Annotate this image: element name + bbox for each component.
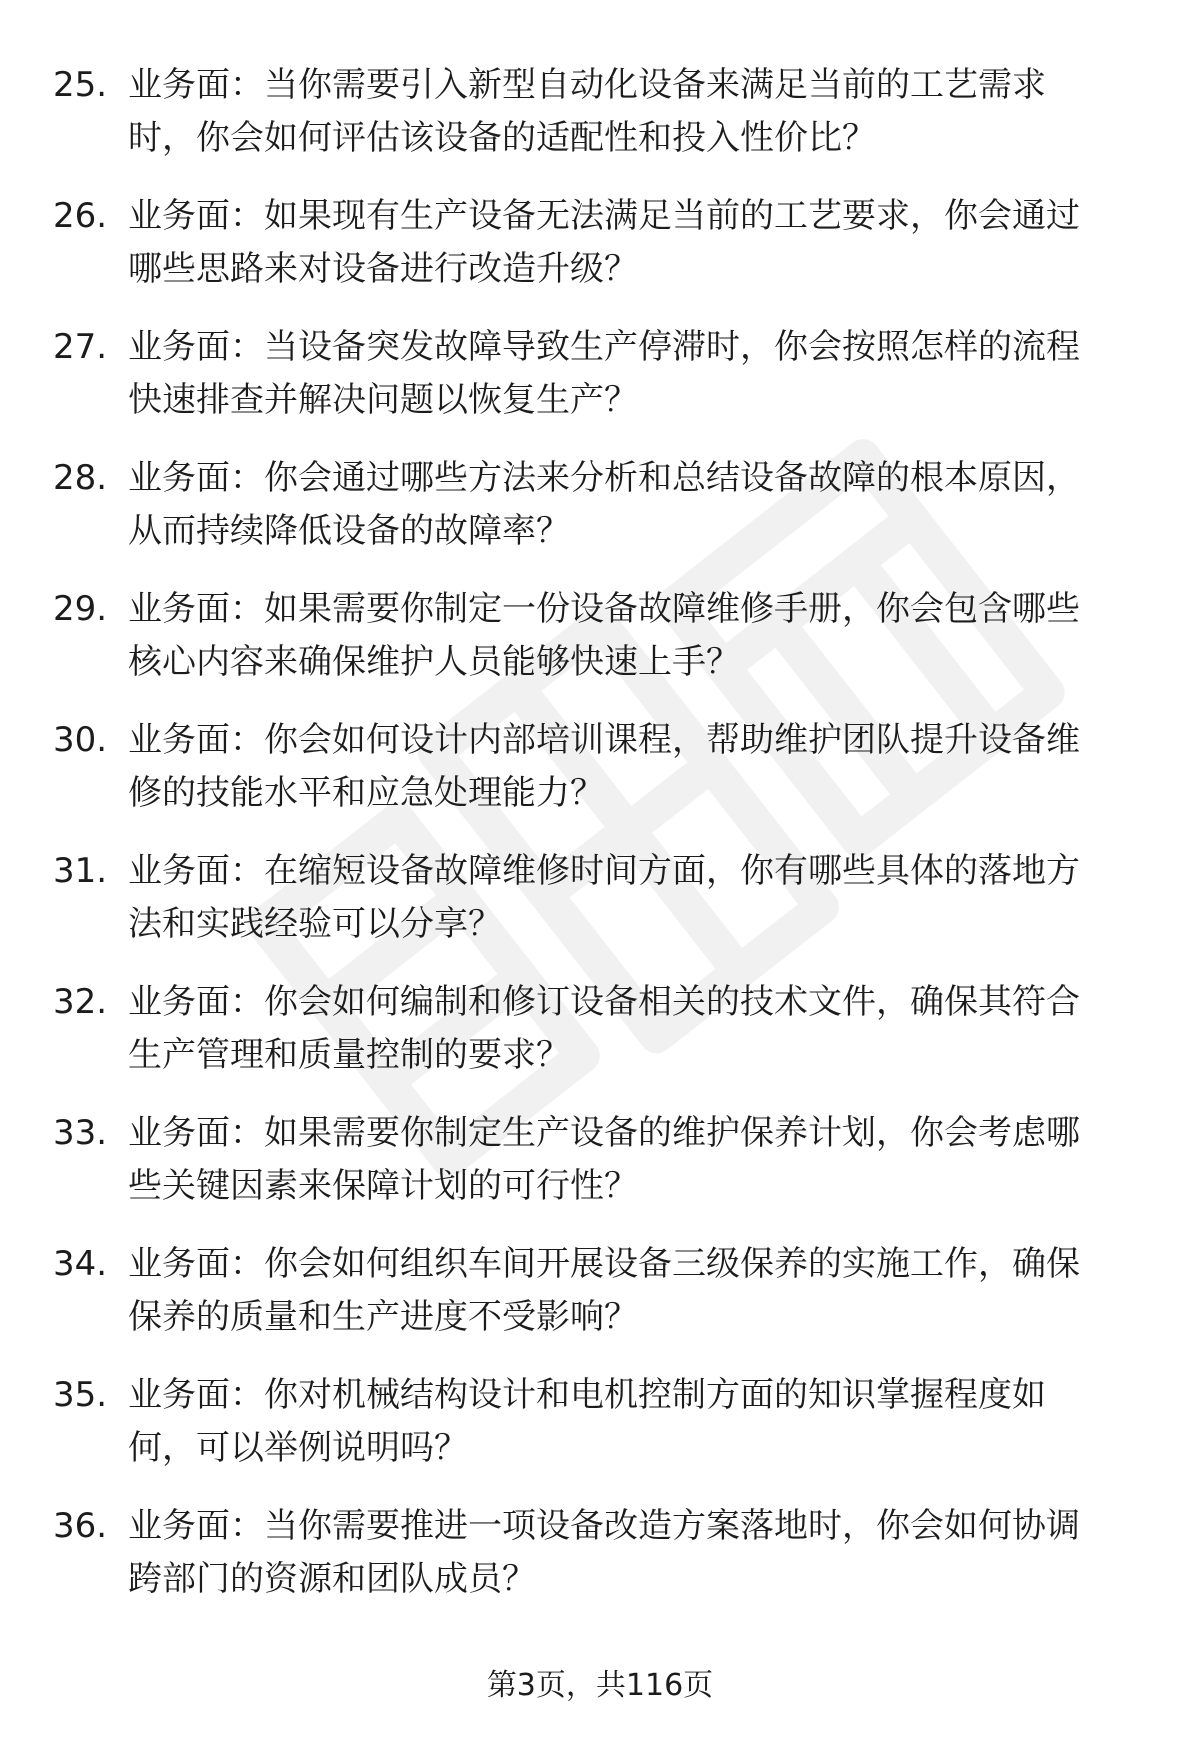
question-text: [128, 1238, 1148, 1344]
question-line: 保养的质量和生产进度不受影响？: [128, 1297, 638, 1337]
question-line: 业务面：当你需要推进一项设备改造方案落地时，你会如何协调: [128, 1506, 1080, 1546]
question-item: [0, 1369, 1200, 1500]
question-list: [0, 59, 1200, 1631]
question-line: 从而持续降低设备的故障率？: [128, 511, 570, 551]
question-text: [128, 714, 1148, 820]
question-line: 业务面：如果需要你制定一份设备故障维修手册，你会包含哪些: [128, 589, 1080, 629]
question-item: [0, 1500, 1200, 1631]
question-line: 业务面：当设备突发故障导致生产停滞时，你会按照怎样的流程: [128, 327, 1080, 367]
question-number: 25.: [53, 65, 108, 105]
question-number: 30.: [53, 720, 108, 760]
question-line: 业务面：你对机械结构设计和电机控制方面的知识掌握程度如: [128, 1375, 1046, 1415]
question-line: 业务面：当你需要引入新型自动化设备来满足当前的工艺需求: [128, 65, 1046, 105]
question-line: 快速排查并解决问题以恢复生产？: [128, 380, 638, 420]
question-number: 36.: [53, 1506, 108, 1546]
question-item: [0, 452, 1200, 583]
question-line: 时，你会如何评估该设备的适配性和投入性价比？: [128, 118, 876, 158]
question-line: 业务面：如果现有生产设备无法满足当前的工艺要求，你会通过: [128, 196, 1080, 236]
question-item: [0, 321, 1200, 452]
question-text: [128, 1369, 1148, 1475]
question-line: 何，可以举例说明吗？: [128, 1428, 468, 1468]
question-number: 35.: [53, 1375, 108, 1415]
question-item: [0, 583, 1200, 714]
page-footer: [0, 1666, 1200, 1706]
question-text: [128, 452, 1148, 558]
question-item: [0, 190, 1200, 321]
question-line: 些关键因素来保障计划的可行性？: [128, 1166, 638, 1206]
question-line: 业务面：你会如何编制和修订设备相关的技术文件，确保其符合: [128, 982, 1080, 1022]
question-line: 哪些思路来对设备进行改造升级？: [128, 249, 638, 289]
question-item: [0, 845, 1200, 976]
question-text: [128, 1107, 1148, 1213]
question-item: [0, 976, 1200, 1107]
question-line: 法和实践经验可以分享？: [128, 904, 502, 944]
question-number: 34.: [53, 1244, 108, 1284]
question-line: 生产管理和质量控制的要求？: [128, 1035, 570, 1075]
question-text: [128, 1500, 1148, 1606]
question-line: 核心内容来确保维护人员能够快速上手？: [128, 642, 740, 682]
question-line: 业务面：如果需要你制定生产设备的维护保养计划，你会考虑哪: [128, 1113, 1080, 1153]
question-item: [0, 714, 1200, 845]
question-line: 修的技能水平和应急处理能力？: [128, 773, 604, 813]
question-text: [128, 976, 1148, 1082]
question-number: 27.: [53, 327, 108, 367]
question-text: [128, 190, 1148, 296]
question-line: 业务面：你会如何组织车间开展设备三级保养的实施工作，确保: [128, 1244, 1080, 1284]
question-line: 业务面：在缩短设备故障维修时间方面，你有哪些具体的落地方: [128, 851, 1080, 891]
question-number: 28.: [53, 458, 108, 498]
page-number-label: 第3页，共116页: [486, 1668, 714, 1703]
question-number: 33.: [53, 1113, 108, 1153]
question-item: [0, 1238, 1200, 1369]
question-text: [128, 321, 1148, 427]
question-number: 31.: [53, 851, 108, 891]
question-item: [0, 59, 1200, 190]
question-text: [128, 583, 1148, 689]
question-text: [128, 59, 1148, 165]
question-line: 跨部门的资源和团队成员？: [128, 1559, 536, 1599]
question-line: 业务面：你会通过哪些方法来分析和总结设备故障的根本原因，: [128, 458, 1080, 498]
question-item: [0, 1107, 1200, 1238]
question-number: 32.: [53, 982, 108, 1022]
question-number: 29.: [53, 589, 108, 629]
question-number: 26.: [53, 196, 108, 236]
question-line: 业务面：你会如何设计内部培训课程，帮助维护团队提升设备维: [128, 720, 1080, 760]
question-text: [128, 845, 1148, 951]
